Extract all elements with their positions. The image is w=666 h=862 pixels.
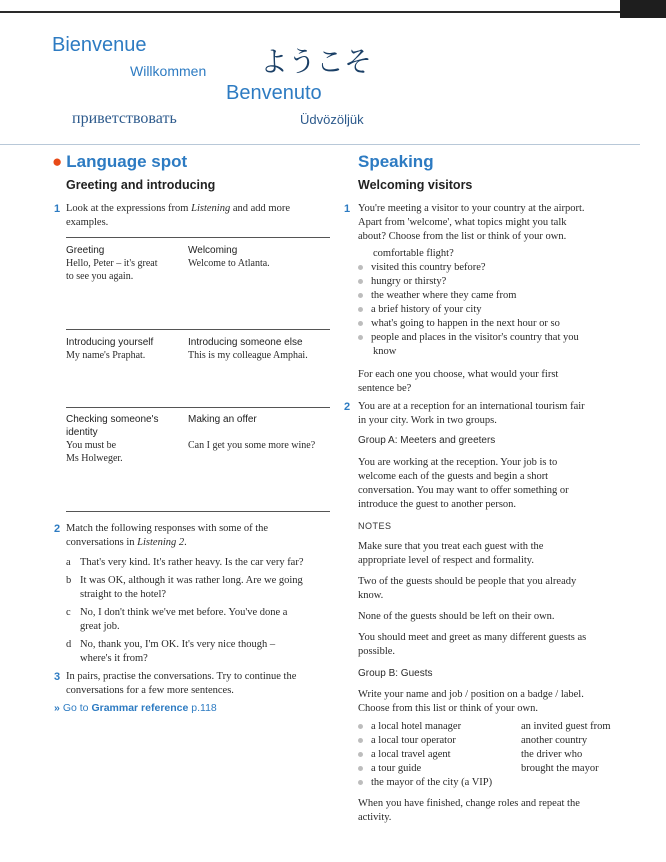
topic-item-continuation: know [373, 346, 397, 357]
topic-text: people and places in the visitor's country that you [371, 332, 579, 343]
list-item-text [80, 574, 303, 602]
exercise-number: 2 [54, 523, 61, 535]
text-run: It was OK, although it was rather long. Are we going [80, 575, 303, 586]
topic-item [358, 275, 446, 289]
greeting-russian: приветствовать [72, 110, 177, 127]
exercise-number: 3 [54, 671, 61, 683]
table-cell-heading: Checking someone's [66, 414, 159, 425]
group-a-paragraph [358, 456, 633, 512]
text-line: Two of the guests should be people that you already [358, 576, 577, 587]
language-spot-heading [52, 152, 187, 172]
topic-item: comfortable flight? [373, 248, 454, 259]
exercise-3-line: conversations for a few more sentences. [66, 685, 234, 696]
topic-item [358, 261, 486, 275]
list-item [66, 638, 341, 666]
guest-role-text: a local hotel manager [371, 721, 462, 732]
text-run: Look at the expressions from [66, 203, 192, 214]
text-run: Listening 2 [137, 537, 185, 548]
top-rule [0, 11, 620, 13]
table-cell-text: Ms Holweger. [66, 453, 123, 464]
greeting-french: Bienvenue [52, 34, 147, 56]
table-rule [66, 407, 330, 408]
topic-text: hungry or thirsty? [371, 276, 447, 287]
greeting-hungarian: Üdvözöljük [300, 112, 364, 127]
text-line: Make sure that you treat each guest with the [358, 541, 544, 552]
list-item-letter: c [66, 607, 71, 618]
list-item-text [80, 606, 287, 634]
topic-text: what's going to happen in the next hour or so [371, 318, 560, 329]
text-line: introduce the guest to another person. [358, 499, 517, 510]
guest-role-item: another country [521, 735, 588, 746]
table-cell-heading: Making an offer [188, 414, 257, 425]
text-line: welcome each of the guests and begin a short [358, 471, 549, 482]
table-cell [66, 413, 184, 465]
text-line: You are working at the reception. Your job is to [358, 457, 558, 468]
exercise-line: in your city. Work in two groups. [358, 415, 497, 426]
group-b-heading: Group B: Guests [358, 668, 433, 679]
text-line: Write your name and job / position on a badge / label. [358, 689, 584, 700]
table-cell-text: My name's Praphat. [66, 350, 146, 361]
guest-role-item [358, 762, 421, 776]
exercise-line: You are at a reception for an international tourism fair [358, 401, 585, 412]
bullet-icon [358, 335, 363, 340]
note-paragraph [358, 631, 633, 659]
exercise-number: 1 [54, 203, 61, 215]
bullet-icon [358, 279, 363, 284]
note-paragraph [358, 540, 633, 568]
text-line: activity. [358, 812, 392, 823]
text-line: You should meet and greet as many different guests as [358, 632, 587, 643]
bullet-icon [358, 307, 363, 312]
text-run: great job. [80, 621, 120, 632]
exercise-number: 1 [344, 203, 351, 215]
topic-item [358, 331, 579, 345]
note-paragraph: None of the guests should be left on their own. [358, 611, 555, 622]
heading-bullet-icon: ● [52, 152, 63, 171]
list-item-text [80, 638, 275, 666]
text-line: Choose from this list or think of your own. [358, 703, 538, 714]
exercise-2-line [66, 536, 336, 550]
exercise-number: 2 [344, 401, 351, 413]
table-cell-heading: identity [66, 427, 98, 438]
guest-role-item [358, 720, 461, 734]
banner-divider [0, 144, 640, 145]
text-run: Grammar reference [91, 702, 189, 714]
table-cell [66, 336, 184, 362]
table-cell [188, 244, 334, 270]
table-cell [66, 244, 184, 283]
top-edge-bar [0, 0, 666, 18]
guest-role-item [358, 776, 492, 790]
after-list-question [358, 368, 633, 396]
list-item-letter: b [66, 575, 72, 586]
bullet-icon [358, 780, 363, 785]
list-item-text: That's very kind. It's rather heavy. Is the car very far? [80, 557, 304, 568]
text-run: No, thank you, I'm OK. It's very nice though – [80, 639, 276, 650]
table-cell-text: Can I get you some more wine? [188, 440, 316, 451]
language-spot-subheading: Greeting and introducing [66, 178, 216, 192]
text-run: . [184, 537, 187, 548]
topic-item [358, 317, 560, 331]
speaking-subheading: Welcoming visitors [358, 178, 473, 192]
bullet-icon [358, 265, 363, 270]
table-cell-heading: Introducing yourself [66, 337, 154, 348]
greeting-german: Willkommen [130, 63, 207, 79]
group-a-heading: Group A: Meeters and greeters [358, 435, 496, 446]
text-run: where's it from? [80, 653, 148, 664]
table-rule [66, 329, 330, 330]
text-line: know. [358, 590, 384, 601]
exercise-line: about? Choose from the list or think of your own. [358, 231, 567, 242]
text-run: p.118 [188, 702, 217, 714]
greeting-italian: Benvenuto [226, 82, 322, 104]
exercise-line: You're meeting a visitor to your country at the airport. [358, 203, 585, 214]
group-b-paragraph [358, 688, 638, 716]
topic-text: the weather where they came from [371, 290, 517, 301]
table-cell-heading: Welcoming [188, 245, 238, 256]
exercise-1-line: examples. [66, 217, 109, 228]
bullet-icon [358, 752, 363, 757]
topic-text: visited this country before? [371, 262, 486, 273]
list-item [66, 606, 341, 634]
double-arrow-icon: » [54, 702, 60, 714]
exercise-1-instructions [66, 202, 336, 230]
closing-instruction [358, 797, 638, 825]
notes-label: NOTES [358, 521, 392, 531]
bullet-icon [358, 724, 363, 729]
bullet-icon [358, 321, 363, 326]
text-line: sentence be? [358, 383, 412, 394]
table-cell [188, 336, 334, 362]
list-item [66, 574, 341, 602]
text-run: Go to [62, 702, 92, 714]
exercise-3-instructions [66, 670, 341, 698]
text-run: straight to the hotel? [80, 589, 167, 600]
guest-role-text: a tour guide [371, 763, 422, 774]
exercise-line: Apart from 'welcome', what topics might you talk [358, 217, 567, 228]
guest-role-text: a local tour operator [371, 735, 456, 746]
speaking-exercise-1 [358, 202, 633, 244]
bullet-icon [358, 293, 363, 298]
table-cell-text: Hello, Peter – it's great [66, 258, 158, 269]
text-run: Listening [191, 203, 231, 214]
table-cell-text: You must be [66, 440, 117, 451]
table-rule [66, 511, 330, 512]
speaking-exercise-2 [358, 400, 633, 428]
table-cell [188, 413, 334, 452]
table-cell-heading: Greeting [66, 245, 105, 256]
guest-role-item: the driver who [521, 749, 583, 760]
guest-role-text: a local travel agent [371, 749, 451, 760]
exercise-1-line [66, 202, 336, 216]
exercise-2-line: Match the following responses with some of the [66, 523, 269, 534]
topic-item [358, 289, 516, 303]
guest-role-item [358, 748, 451, 762]
topic-text: a brief history of your city [371, 304, 482, 315]
text-line: appropriate level of respect and formality. [358, 555, 534, 566]
table-cell-text: Welcome to Atlanta. [188, 258, 270, 269]
exercise-3-line: In pairs, practise the conversations. Try to continue the [66, 671, 297, 682]
guest-role-item: brought the mayor [521, 763, 599, 774]
text-run: conversations in [66, 537, 138, 548]
text-run: No, I don't think we've met before. You've done a [80, 607, 288, 618]
table-cell-heading: Introducing someone else [188, 337, 303, 348]
bullet-icon [358, 766, 363, 771]
note-paragraph [358, 575, 633, 603]
speaking-heading: Speaking [358, 152, 434, 171]
language-spot-title: Language spot [66, 152, 188, 171]
guest-role-text: the mayor of the city (a VIP) [371, 777, 493, 788]
table-rule [66, 237, 330, 238]
text-line: possible. [358, 646, 396, 657]
bullet-icon [358, 738, 363, 743]
table-cell-text: This is my colleague Amphai. [188, 350, 308, 361]
list-item-letter: d [66, 639, 72, 650]
topic-item [358, 303, 482, 317]
list-item-letter: a [66, 557, 71, 568]
list-item [66, 556, 341, 570]
top-corner-block [620, 0, 666, 18]
grammar-reference-link[interactable] [54, 702, 217, 714]
text-line: conversation. You may want to offer something or [358, 485, 569, 496]
guest-role-item: an invited guest from [521, 721, 611, 732]
response-list [66, 556, 341, 666]
text-line: For each one you choose, what would your first [358, 369, 559, 380]
text-run: and add more [230, 203, 290, 214]
exercise-2-instructions [66, 522, 336, 550]
text-line: When you have finished, change roles and repeat the [358, 798, 580, 809]
greeting-japanese: ようこそ [260, 45, 373, 78]
guest-role-item [358, 734, 456, 748]
table-cell-text: to see you again. [66, 271, 134, 282]
